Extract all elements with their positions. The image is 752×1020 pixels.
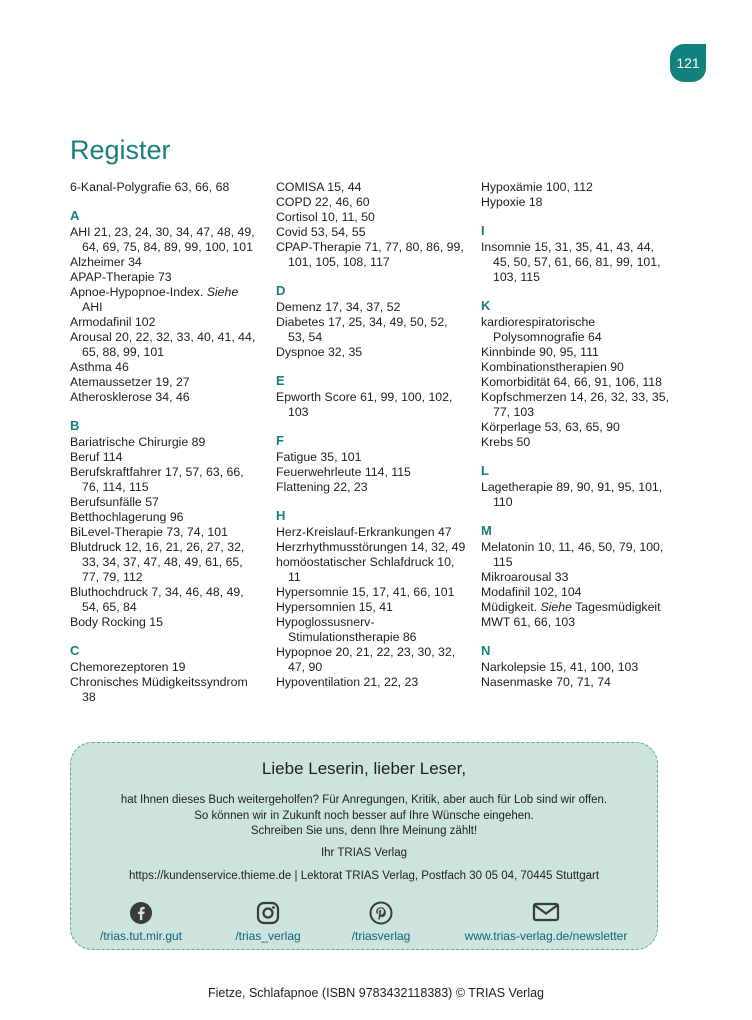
index-section [481,223,671,285]
index-entry [481,390,671,420]
index-entry [70,615,260,630]
entry-text: Bluthochdruck 7, 34, 46, 48, 49, 54, 65, 84 [70,585,244,614]
index-entry [276,615,466,645]
index-entry [276,675,466,690]
index-section [276,373,466,420]
entry-text: Kopfschmerzen 14, 26, 32, 33, 35, 77, 103 [481,390,669,419]
panel-message [91,793,637,840]
section-letter: C [70,643,80,658]
entry-see-target: Tagesmüdigkeit [571,600,661,614]
entry-text: Lagetherapie 89, 90, 91, 95, 101, 110 [481,480,663,509]
index-entry [276,390,466,420]
newsletter-link[interactable] [456,901,636,943]
entry-text: Chronisches Müdigkeitssyndrom 38 [70,675,248,704]
entry-text: Herz-Kreislauf-Erkrankungen 47 [276,525,452,539]
facebook-icon [93,901,189,925]
entry-text: Covid 53, 54, 55 [276,225,366,239]
section-letter: F [276,433,284,448]
index-section [276,180,466,270]
index-section [481,298,671,450]
entry-text: CPAP-Therapie 71, 77, 80, 86, 99, 101, 105, 108, 117 [276,240,464,269]
index-column-2 [276,180,466,690]
section-letter: B [70,418,80,433]
index-entry [276,480,466,495]
entry-text: Komorbidität 64, 66, 91, 106, 118 [481,375,662,389]
index-entry [70,390,260,405]
entry-text: Atherosklerose 34, 46 [70,390,190,404]
index-entry [276,240,466,270]
entry-text: Müdigkeit. [481,600,541,614]
entry-text: Hypoventilation 21, 22, 23 [276,675,419,689]
instagram-label[interactable]: /trias_verlag [235,929,301,943]
index-entry [481,420,671,435]
index-entry [276,645,466,675]
section-letter: A [70,208,80,223]
entry-text: 6-Kanal-Polygrafie 63, 66, 68 [70,180,230,194]
index-entry [276,465,466,480]
entry-text: Körperlage 53, 63, 65, 90 [481,420,620,434]
entry-text: MWT 61, 66, 103 [481,615,576,629]
index-entry [70,360,260,375]
index-entry [481,315,671,345]
feedback-panel [70,742,658,950]
entry-text: Herzrhythmusstörungen 14, 32, 49 [276,540,466,554]
entry-text: Epworth Score 61, 99, 100, 102, 103 [276,390,453,419]
index-entry [276,345,466,360]
index-entry [276,195,466,210]
entry-text: Chemorezeptoren 19 [70,660,186,674]
index-entry [70,435,260,450]
index-entry [70,585,260,615]
entry-text: Betthochlagerung 96 [70,510,184,524]
facebook-label[interactable]: /trias.tut.mir.gut [99,929,183,943]
index-section [481,180,671,210]
entry-text: Demenz 17, 34, 37, 52 [276,300,401,314]
index-entry [276,540,466,555]
index-section [276,433,466,495]
entry-text: Krebs 50 [481,435,531,449]
entry-text: Hypersomnie 15, 17, 41, 66, 101 [276,585,455,599]
index-entry [481,540,671,570]
entry-text: Hypopnoe 20, 21, 22, 23, 30, 32, 47, 90 [276,645,456,674]
entry-text: Body Rocking 15 [70,615,163,629]
section-letter: M [481,523,492,538]
index-entry [276,300,466,315]
entry-text: Bariatrische Chirurgie 89 [70,435,206,449]
index-entry [481,585,671,600]
index-section [70,643,260,705]
index-entry [481,180,671,195]
index-entry [481,570,671,585]
entry-text: Blutdruck 12, 16, 21, 26, 27, 32, 33, 34, 37, 47, 48, 49, 61, 65, 77, 79, 112 [70,540,245,584]
panel-heading: Liebe Leserin, lieber Leser, [261,759,467,778]
index-entry [481,435,671,450]
entry-text: COMISA 15, 44 [276,180,362,194]
index-section [481,463,671,510]
index-section [70,208,260,405]
entry-text: Diabetes 17, 25, 34, 49, 50, 52, 53, 54 [276,315,448,344]
index-entry [70,450,260,465]
entry-see-reference: Siehe [540,600,572,614]
facebook-link[interactable] [93,901,189,943]
index-entry [70,255,260,270]
entry-text: Kinnbinde 90, 95, 111 [481,345,599,359]
index-section [481,523,671,630]
entry-text: BiLevel-Therapie 73, 74, 101 [70,525,228,539]
entry-text: Feuerwehrleute 114, 115 [276,465,411,479]
page-footer: Fietze, Schlafapnoe (ISBN 9783432118383) © TRIAS Verlag [207,986,545,1000]
panel-line: So können wir in Zukunft noch besser auf Ihre Wünsche eingehen. [194,809,534,822]
index-entry [276,585,466,600]
index-entry [481,375,671,390]
entry-text: Narkolepsie 15, 41, 100, 103 [481,660,639,674]
entry-text: Insomnie 15, 31, 35, 41, 43, 44, 45, 50, 57, 61, 66, 81, 99, 101, 103, 115 [481,240,661,284]
index-column-1 [70,180,260,705]
index-entry [70,285,260,315]
index-entry [481,240,671,285]
panel-line: Schreiben Sie uns, denn Ihre Meinung zählt! [250,825,478,837]
section-letter: E [276,373,285,388]
entry-text: Hypoxämie 100, 112 [481,180,593,194]
panel-signature: Ihr TRIAS Verlag [320,847,408,859]
index-section [276,283,466,360]
entry-text: APAP-Therapie 73 [70,270,172,284]
instagram-link[interactable] [226,901,310,943]
index-entry [70,270,260,285]
entry-see-target: AHI [82,300,103,314]
index-entry [276,600,466,615]
section-letter: I [481,223,485,238]
entry-text: Atemaussetzer 19, 27 [70,375,190,389]
entry-text: kardiorespiratorische Polysomnografie 64 [481,315,602,344]
entry-text: Melatonin 10, 11, 46, 50, 79, 100, 115 [481,540,664,569]
section-letter: H [276,508,286,523]
entry-text: Hypoglossusnerv-Stimulationstherapie 86 [276,615,417,644]
entry-text: Asthma 46 [70,360,129,374]
index-entry [70,540,260,585]
index-entry [70,315,260,330]
index-entry [70,525,260,540]
entry-text: Modafinil 102, 104 [481,585,582,599]
index-entry [70,675,260,705]
entry-text: Fatigue 35, 101 [276,450,362,464]
index-entry [70,225,260,255]
index-entry [481,675,671,690]
entry-text: AHI 21, 23, 24, 30, 34, 47, 48, 49, 64, 69, 75, 84, 89, 99, 100, 101 [70,225,255,254]
index-entry [276,225,466,240]
section-letter: D [276,283,286,298]
index-entry [276,525,466,540]
index-entry [481,345,671,360]
section-letter: L [481,463,489,478]
index-entry [481,615,671,630]
index-column-3 [481,180,671,690]
entry-text: Armodafinil 102 [70,315,156,329]
index-entry [70,465,260,495]
entry-text: homöostatischer Schlafdruck 10, 11 [276,555,455,584]
newsletter-label[interactable]: www.trias-verlag.de/newsletter [464,929,628,943]
page-number-badge: 121 [670,44,706,82]
entry-text: Apnoe-Hypopnoe-Index. [70,285,207,299]
entry-text: Beruf 114 [70,450,123,464]
index-entry [481,360,671,375]
index-entry [276,450,466,465]
entry-text: Hypoxie 18 [481,195,543,209]
index-entry [276,210,466,225]
pinterest-label[interactable]: /triasverlag [351,929,411,943]
mail-icon [456,901,636,925]
panel-line: hat Ihnen dieses Buch weitergeholfen? Für Anregungen, Kritik, aber auch für Lob sind wir offen. [120,794,608,806]
index-section [70,180,260,195]
pinterest-icon [339,901,423,925]
index-section [276,508,466,690]
index-section [70,418,260,630]
entry-text: Alzheimer 34 [70,255,142,269]
index-entry [70,180,260,195]
index-entry [70,660,260,675]
index-entry [70,495,260,510]
index-entry [481,660,671,675]
entry-text: Kombinationstherapien 90 [481,360,624,374]
index-section [481,643,671,690]
section-letter: K [481,298,491,313]
index-entry [70,330,260,360]
entry-text: Berufsunfälle 57 [70,495,159,509]
page-title: Register [70,135,171,165]
entry-text: Mikroarousal 33 [481,570,569,584]
section-letter: N [481,643,491,658]
entry-text: Cortisol 10, 11, 50 [276,210,375,224]
index-entry [276,180,466,195]
entry-text: Nasenmaske 70, 71, 74 [481,675,611,689]
index-entry [70,375,260,390]
index-entry [481,195,671,210]
index-entry [481,600,671,615]
entry-see-reference: Siehe [206,285,239,299]
instagram-icon [226,901,310,925]
index-entry [276,315,466,345]
pinterest-link[interactable] [339,901,423,943]
entry-text: Berufskraftfahrer 17, 57, 63, 66, 76, 114, 115 [70,465,244,494]
index-entry [276,555,466,585]
entry-text: Dyspnoe 32, 35 [276,345,363,359]
index-entry [481,480,671,510]
entry-text: Hypersomnien 15, 41 [276,600,393,614]
entry-text: Flattening 22, 23 [276,480,368,494]
entry-text: Arousal 20, 22, 32, 33, 40, 41, 44, 65, 88, 99, 101 [70,330,256,359]
index-entry [70,510,260,525]
panel-contact[interactable]: https://kundenservice.thieme.de | Lektorat TRIAS Verlag, Postfach 30 05 04, 70445 Stuttgart [128,870,600,882]
entry-text: COPD 22, 46, 60 [276,195,370,209]
